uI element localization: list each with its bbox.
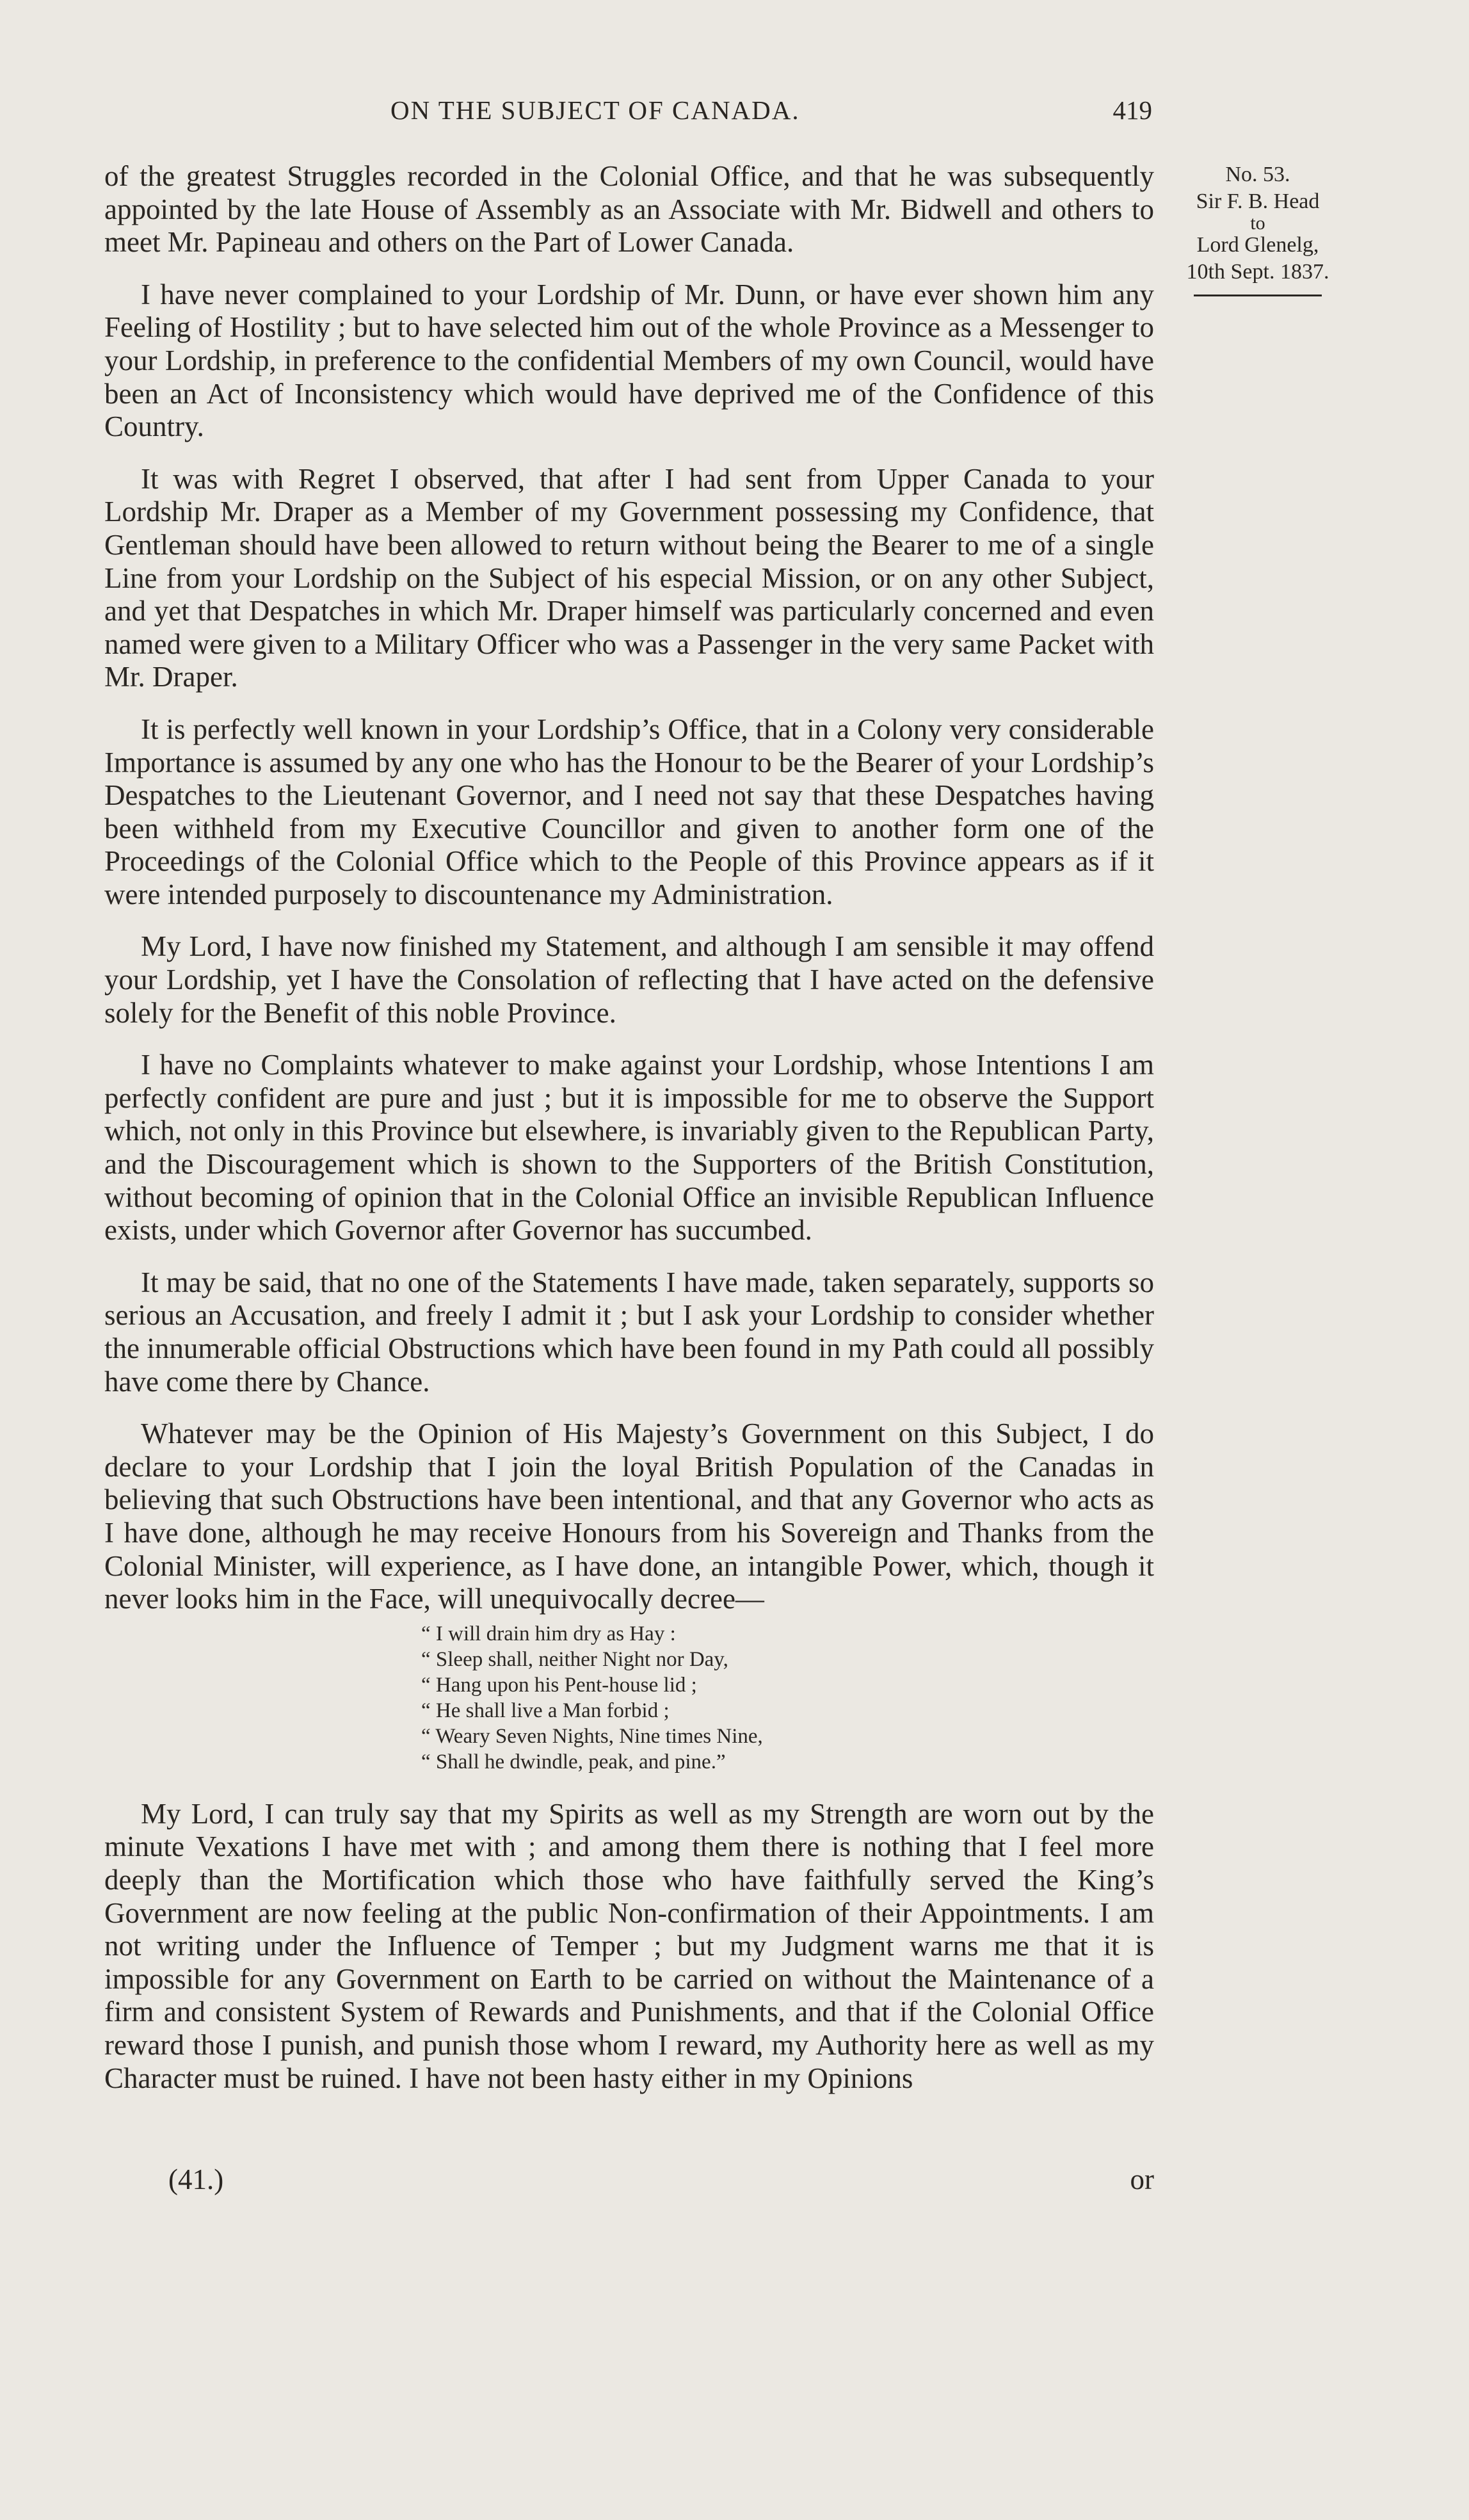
catchword: or — [1130, 2163, 1154, 2195]
margin-rule — [1194, 295, 1322, 296]
despatch-sender: Sir F. B. Head — [1196, 190, 1320, 213]
poem-line: “ Shall he dwindle, peak, and pine.” — [421, 1750, 726, 1773]
paragraph: I have never complained to your Lordship of Mr. Dunn, or have ever shown him any Feeling of Hostility ; but to have selected him out of the whole Province as a Messenger to your Lordship, in preference to the confidential Members of my own Council, would have been an Act of Inconsistency which would have deprived me of the Confidence of this Country. — [104, 278, 1154, 443]
poem-quotation — [421, 1621, 1154, 1775]
paragraph: It may be said, that no one of the Statements I have made, taken separately, supports so serious an Accusation, and freely I admit it ; but I ask your Lordship to consider whether the innumerable official Obstructions which have been found in my Path could all possibly have come there by Chance. — [104, 1266, 1154, 1398]
despatch-number: No. 53. — [1225, 163, 1290, 186]
poem-line: “ Sleep shall, neither Night nor Day, — [421, 1647, 728, 1671]
despatch-recipient: Lord Glenelg, — [1196, 233, 1319, 257]
paragraph: I have no Complaints whatever to make against your Lordship, whose Intentions I am perfectly confident are pure and just ; but it is impossible for me to observe the Support which, not only in this Province but elsewhere, is invariably given to the Republican Party, and the Discouragement which is shown to the Supporters of the British Constitution, without becoming of opinion that in the Colonial Office an invisible Republican Influence exists, under which Governor after Governor has succumbed. — [104, 1049, 1154, 1247]
paragraph: It was with Regret I observed, that after I had sent from Upper Canada to your Lordship Mr. Draper as a Member of my Government possessing my Confidence, that Gentleman should have been allowed to return without being the Bearer to me of a single Line from your Lordship on the Subject of his especial Mission, or on any other Subject, and yet that Despatches in which Mr. Draper himself was particularly concerned and even named were given to a Military Officer who was a Passenger in the very same Packet with Mr. Draper. — [104, 462, 1154, 693]
page-header — [390, 95, 1152, 140]
page-number: 419 — [1112, 95, 1152, 125]
paragraph: It is perfectly well known in your Lordship’s Office, that in a Colony very considerable Importance is assumed by any one who has the Honour to be the Bearer of your Lordship’s Despatches to the Lieutenant Governor, and I need not say that these Despatches having been withheld from my Executive Councillor and given to another form one of the Proceedings of the Colonial Office which to the People of this Province appears as if it were intended purposely to discountenance my Administration. — [104, 713, 1154, 910]
page-footer — [104, 2163, 1154, 2201]
running-title: ON THE SUBJECT OF CANADA. — [390, 95, 800, 125]
poem-line: “ I will drain him dry as Hay : — [421, 1622, 676, 1645]
poem-line: “ He shall live a Man forbid ; — [421, 1699, 670, 1722]
body-text — [104, 160, 1154, 2095]
despatch-date: 10th Sept. 1837. — [1186, 260, 1329, 284]
paragraph: My Lord, I have now finished my Statement, and although I am sensible it may offend your Lordship, yet I have the Consolation of reflecting that I have acted on the defensive solely for the Benefit of this noble Province. — [104, 930, 1154, 1029]
margin-note — [1171, 161, 1344, 296]
signature-mark: (41.) — [168, 2163, 224, 2195]
poem-line: “ Hang upon his Pent-house lid ; — [421, 1673, 697, 1697]
paragraph: of the greatest Struggles recorded in the Colonial Office, and that he was subsequently appointed by the late House of Assembly as an Associate with Mr. Bidwell and others to meet Mr. Papineau and others on the Part of Lower Canada. — [104, 160, 1154, 259]
poem-line: “ Weary Seven Nights, Nine times Nine, — [421, 1724, 763, 1748]
despatch-to: to — [1250, 213, 1265, 234]
closing-paragraph: My Lord, I can truly say that my Spirits as well as my Strength are worn out by the minute Vexations I have met with ; and among them there is nothing that I feel more deeply than the Mortification which those who have faithfully served the King’s Government are now feeling at the public Non-confirmation of their Appointments. I am not writing under the Influence of Temper ; but my Judgment warns me that it is impossible for any Government on Earth to be carried on without the Maintenance of a firm and consistent System of Rewards and Punishments, and that if the Colonial Office reward those I punish, and punish those whom I reward, my Authority here as well as my Character must be ruined. I have not been hasty either in my Opinions — [104, 1797, 1154, 2094]
paragraph: Whatever may be the Opinion of His Majesty’s Government on this Subject, I do declare to your Lordship that I join the loyal British Population of the Canadas in believing that such Obstructions have been intentional, and that any Governor who acts as I have done, although he may receive Honours from his Sovereign and Thanks from the Colonial Minister, will experience, as I have done, an intangible Power, which, though it never looks him in the Face, will unequivocally decree— — [104, 1418, 1154, 1615]
